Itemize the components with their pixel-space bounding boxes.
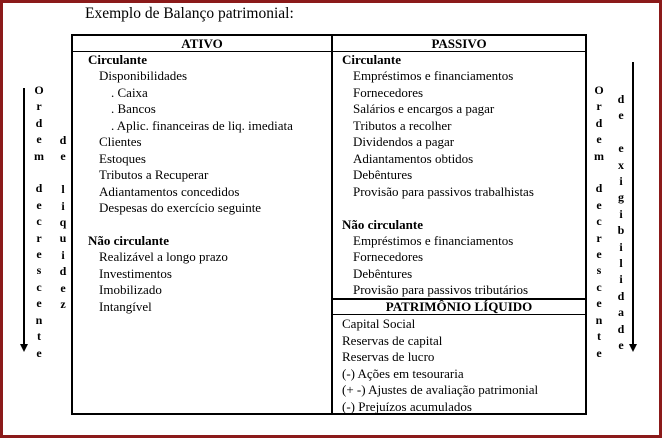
patrimonio-item: Reservas de capital: [342, 333, 443, 348]
passivo-nc-item: Empréstimos e financiamentos: [353, 233, 514, 248]
ativo-header: ATIVO: [181, 36, 223, 51]
passivo-nc-item: Debêntures: [353, 266, 413, 281]
ativo-nc-item: Realizável a longo prazo: [99, 249, 228, 264]
ativo-nc-item: Intangível: [99, 299, 152, 314]
passivo-item: Empréstimos e financiamentos: [353, 68, 514, 83]
left-label-de-liquidez: d e l i q u i d e z: [59, 133, 67, 312]
ativo-item: Clientes: [99, 134, 142, 149]
ativo-nc-item: Imobilizado: [99, 282, 162, 297]
left-label-ordem-decrescente: O r d e m d e c r e s c e n t e: [34, 83, 44, 360]
right-label-de-exigibilidade: d e e x i g i b i l i d a d e: [617, 92, 625, 353]
left-arrow-shaft: [23, 88, 25, 346]
patrimonio-liquido-header: PATRIMÔNIO LÍQUIDO: [385, 299, 533, 314]
passivo-item: Dividendos a pagar: [353, 134, 455, 149]
patrimonio-item: Reservas de lucro: [342, 349, 435, 364]
ativo-item: Estoques: [99, 151, 146, 166]
left-arrow-head: [20, 344, 28, 352]
ativo-nc-item: Investimentos: [99, 266, 172, 281]
right-label-ordem-decrescente: O r d e m d e c r e s c e n t e: [594, 83, 604, 360]
patrimonio-item: (+ -) Ajustes de avaliação patrimonial: [342, 382, 539, 397]
patrimonio-item: (-) Prejuízos acumulados: [342, 399, 472, 414]
passivo-item: Adiantamentos obtidos: [353, 151, 474, 166]
ativo-nao-circulante-label: Não circulante: [88, 233, 169, 248]
ativo-item: Tributos a Recuperar: [99, 167, 209, 182]
ativo-item: Despesas do exercício seguinte: [99, 200, 262, 215]
ativo-item: Disponibilidades: [99, 68, 188, 83]
ativo-item: . Bancos: [111, 101, 156, 116]
balance-sheet-table: [71, 34, 587, 415]
passivo-item: Tributos a recolher: [353, 118, 452, 133]
passivo-item: Fornecedores: [353, 85, 424, 100]
passivo-header: PASSIVO: [431, 36, 487, 51]
right-arrow-head: [629, 344, 637, 352]
column-divider: [331, 36, 333, 413]
page-title: Exemplo de Balanço patrimonial:: [85, 5, 294, 22]
passivo-nao-circulante-label: Não circulante: [342, 217, 423, 232]
passivo-circulante-label: Circulante: [342, 52, 401, 67]
passivo-item: Provisão para passivos trabalhistas: [353, 184, 534, 199]
patrimonio-item: Capital Social: [342, 316, 416, 331]
passivo-item: Salários e encargos a pagar: [353, 101, 495, 116]
ativo-item: . Aplic. financeiras de liq. imediata: [111, 118, 293, 133]
ativo-circulante-label: Circulante: [88, 52, 147, 67]
passivo-item: Debêntures: [353, 167, 413, 182]
ativo-item: Adiantamentos concedidos: [99, 184, 240, 199]
ativo-item: . Caixa: [111, 85, 148, 100]
passivo-nc-item: Provisão para passivos tributários: [353, 282, 529, 297]
right-arrow-shaft: [632, 62, 634, 346]
passivo-nc-item: Fornecedores: [353, 249, 424, 264]
patrimonio-item: (-) Ações em tesouraria: [342, 366, 464, 381]
